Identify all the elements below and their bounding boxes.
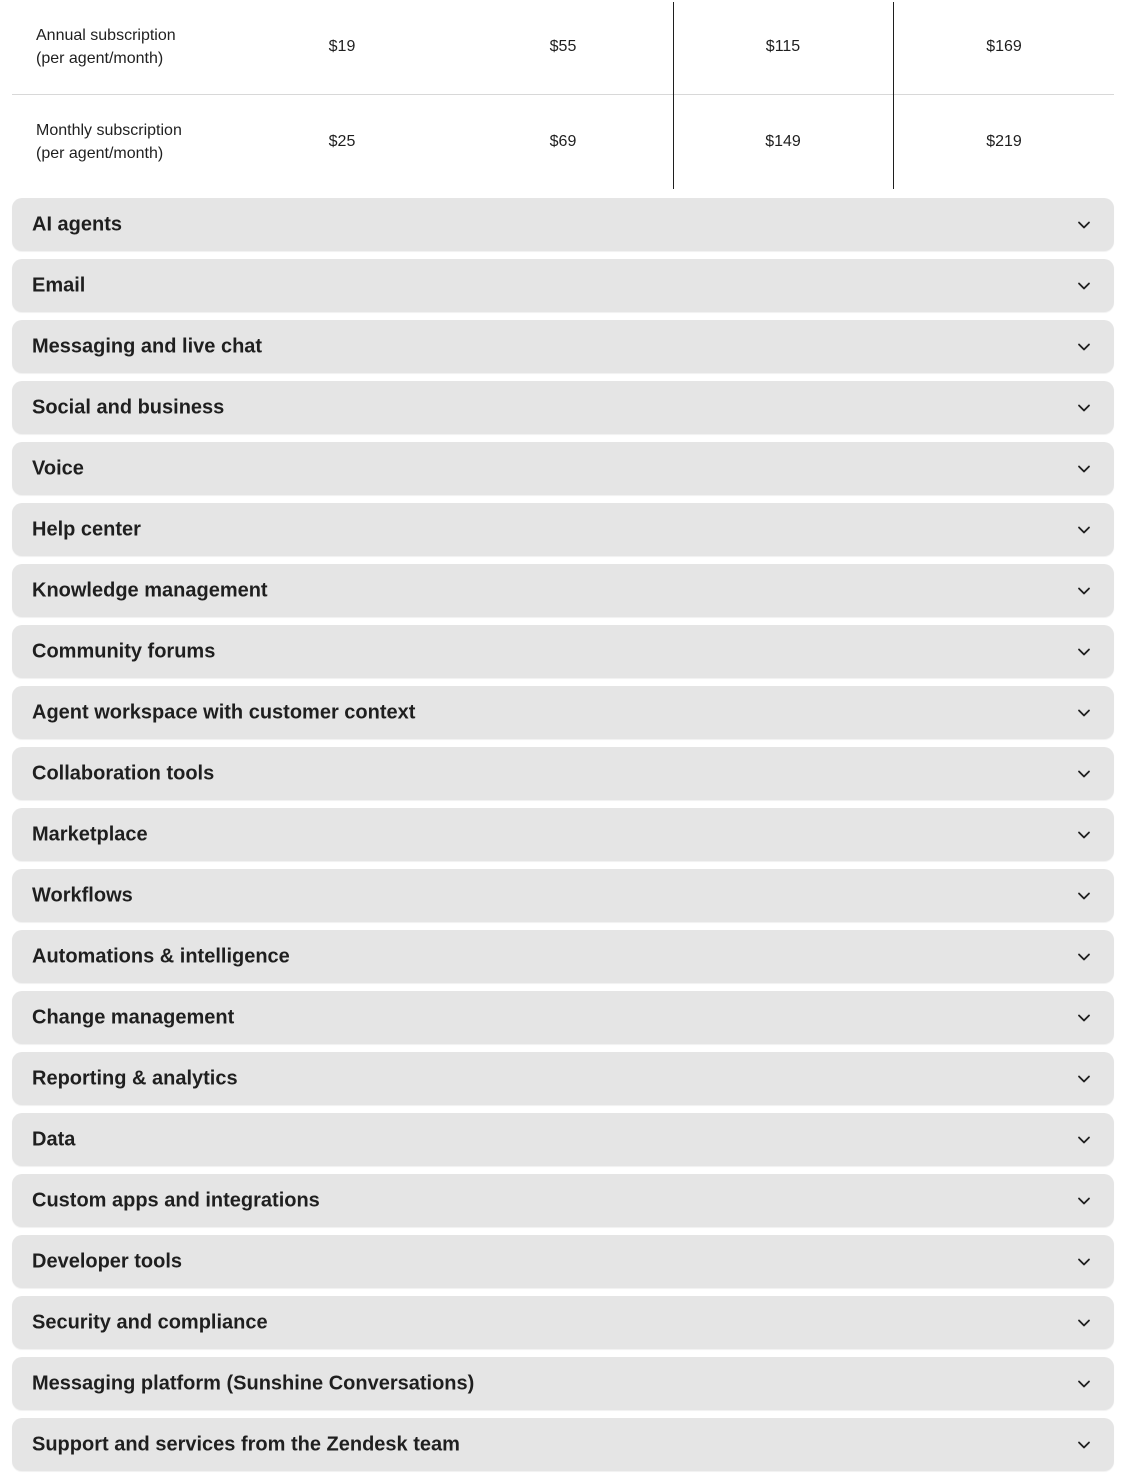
pricing-table [12, 0, 1114, 189]
price-cell: $69 [549, 133, 577, 150]
chevron-down-icon[interactable] [1076, 339, 1092, 355]
accordion-item-email[interactable] [12, 259, 1114, 312]
accordion-title: Change management [32, 1006, 235, 1028]
chevron-down-icon[interactable] [1076, 278, 1092, 294]
accordion-item-marketplace[interactable] [12, 808, 1114, 861]
row-label-line: Monthly subscription [36, 122, 182, 139]
price-cell: $115 [765, 38, 801, 55]
chevron-down-icon[interactable] [1076, 705, 1092, 721]
accordion-item-knowledge-management[interactable] [12, 564, 1114, 617]
accordion-title: Help center [32, 518, 141, 540]
annual-subscription-label [36, 24, 236, 70]
chevron-down-icon[interactable] [1076, 1132, 1092, 1148]
column-divider [673, 2, 674, 189]
feature-accordion [12, 198, 1114, 1479]
accordion-item-community-forums[interactable] [12, 625, 1114, 678]
accordion-item-collaboration-tools[interactable] [12, 747, 1114, 800]
accordion-title: Email [32, 274, 86, 296]
accordion-title: Agent workspace with customer context [32, 701, 416, 723]
accordion-title: Collaboration tools [32, 762, 215, 784]
row-label-line: (per agent/month) [36, 145, 164, 162]
accordion-item-reporting-analytics[interactable] [12, 1052, 1114, 1105]
accordion-title: Support and services from the Zendesk team [32, 1433, 460, 1455]
chevron-down-icon[interactable] [1076, 1010, 1092, 1026]
accordion-item-change-management[interactable] [12, 991, 1114, 1044]
accordion-item-workflows[interactable] [12, 869, 1114, 922]
price-cell: $19 [328, 38, 356, 55]
accordion-item-support-and-services-from-the-zendesk-team[interactable] [12, 1418, 1114, 1471]
accordion-title: Workflows [32, 884, 133, 906]
accordion-item-developer-tools[interactable] [12, 1235, 1114, 1288]
chevron-down-icon[interactable] [1076, 644, 1092, 660]
price-cell: $169 [986, 38, 1022, 55]
accordion-item-messaging-platform-sunshine-conversations[interactable] [12, 1357, 1114, 1410]
accordion-title: Custom apps and integrations [32, 1189, 320, 1211]
accordion-title: Data [32, 1128, 76, 1150]
chevron-down-icon[interactable] [1076, 766, 1092, 782]
price-cell: $219 [986, 133, 1022, 150]
accordion-item-voice[interactable] [12, 442, 1114, 495]
accordion-item-data[interactable] [12, 1113, 1114, 1166]
chevron-down-icon[interactable] [1076, 1071, 1092, 1087]
accordion-title: Community forums [32, 640, 216, 662]
column-divider [893, 2, 894, 189]
price-cell: $55 [549, 38, 577, 55]
chevron-down-icon[interactable] [1076, 1315, 1092, 1331]
chevron-down-icon[interactable] [1076, 1193, 1092, 1209]
accordion-title: Messaging platform (Sunshine Conversations) [32, 1372, 475, 1394]
accordion-item-automations-intelligence[interactable] [12, 930, 1114, 983]
accordion-title: Knowledge management [32, 579, 268, 601]
price-cell: $25 [328, 133, 356, 150]
chevron-down-icon[interactable] [1076, 522, 1092, 538]
accordion-title: Social and business [32, 396, 225, 418]
chevron-down-icon[interactable] [1076, 1254, 1092, 1270]
accordion-item-help-center[interactable] [12, 503, 1114, 556]
accordion-item-custom-apps-and-integrations[interactable] [12, 1174, 1114, 1227]
chevron-down-icon[interactable] [1076, 400, 1092, 416]
chevron-down-icon[interactable] [1076, 1376, 1092, 1392]
price-cell: $149 [765, 133, 801, 150]
accordion-title: Automations & intelligence [32, 945, 290, 967]
accordion-item-agent-workspace-with-customer-context[interactable] [12, 686, 1114, 739]
chevron-down-icon[interactable] [1076, 888, 1092, 904]
monthly-subscription-label [36, 119, 236, 165]
accordion-title: Marketplace [32, 823, 148, 845]
accordion-item-messaging-and-live-chat[interactable] [12, 320, 1114, 373]
accordion-title: Messaging and live chat [32, 335, 263, 357]
chevron-down-icon[interactable] [1076, 217, 1092, 233]
monthly-subscription-row [12, 95, 1114, 189]
accordion-item-ai-agents[interactable] [12, 198, 1114, 251]
annual-subscription-row [12, 0, 1114, 94]
chevron-down-icon[interactable] [1076, 583, 1092, 599]
accordion-title: Reporting & analytics [32, 1067, 238, 1089]
accordion-title: Voice [32, 457, 84, 479]
accordion-title: Developer tools [32, 1250, 183, 1272]
accordion-title: AI agents [32, 213, 123, 235]
row-label-line: Annual subscription [36, 27, 176, 44]
row-label-line: (per agent/month) [36, 50, 164, 67]
chevron-down-icon[interactable] [1076, 949, 1092, 965]
accordion-item-social-and-business[interactable] [12, 381, 1114, 434]
chevron-down-icon[interactable] [1076, 827, 1092, 843]
accordion-item-security-and-compliance[interactable] [12, 1296, 1114, 1349]
chevron-down-icon[interactable] [1076, 1437, 1092, 1453]
accordion-title: Security and compliance [32, 1311, 268, 1333]
chevron-down-icon[interactable] [1076, 461, 1092, 477]
